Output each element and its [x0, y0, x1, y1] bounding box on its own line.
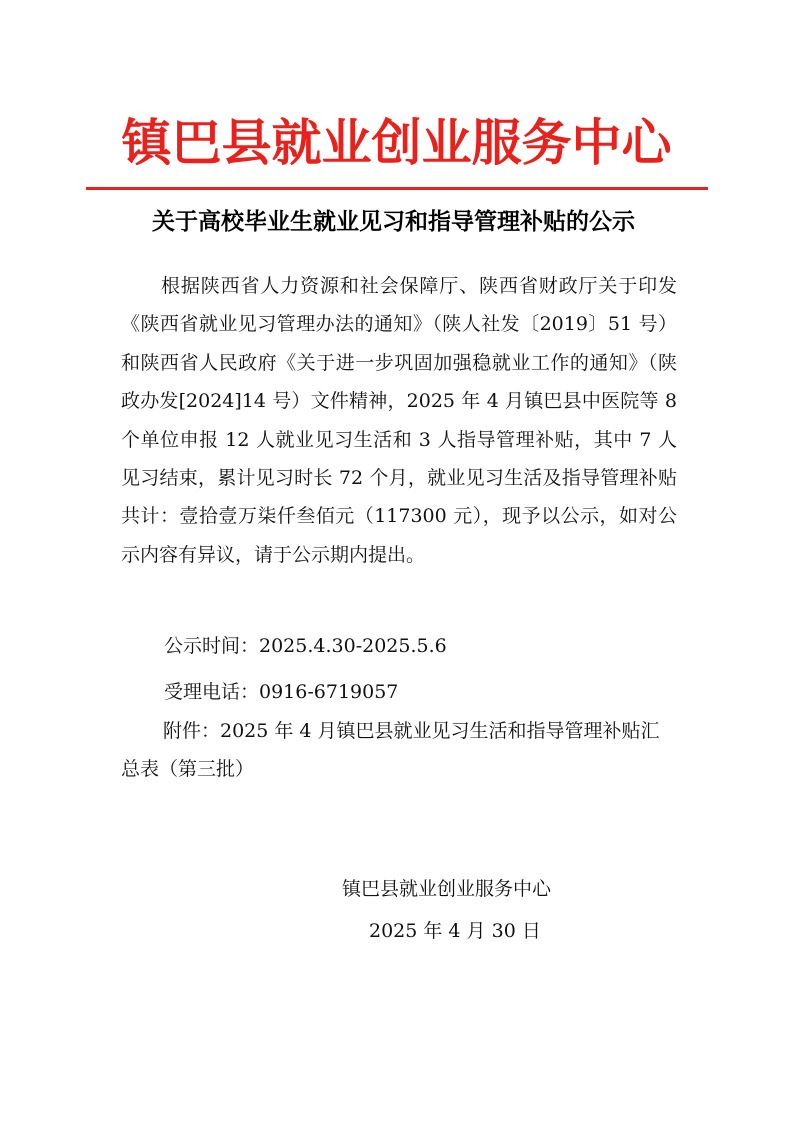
signature-date: 2025 年 4 月 30 日	[369, 920, 541, 942]
notice-body: 根据陕西省人力资源和社会保障厅、陕西省财政厅关于印发《陕西省就业见习管理办法的通知》（陕人社发〔2019〕51 号）和陕西省人民政府《关于进一步巩固加强稳就业工作的通知》（陕政办发[2024]14 号）文件精神，2025 年 4 月镇巴县中医院等 8 个单位申报 12 人就业见习生活和 3 人指导管理补贴，其中 7 人见习结束，累计见习时长 72 个月，就业见习生活及指导管理补贴共计：壹拾壹万柒仟叁佰元（117300 元），现予以公示，如对公示内容有异议，请于公示期内提出。	[121, 275, 677, 566]
notice-title: 关于高校毕业生就业见习和指导管理补贴的公示	[152, 209, 635, 235]
contact-phone: 受理电话：0916-6719057	[164, 681, 399, 703]
attachment-note: 附件：2025 年 4 月镇巴县就业见习生活和指导管理补贴汇总表（第三批）	[121, 720, 660, 780]
publicity-period: 公示时间：2025.4.30-2025.5.6	[164, 635, 447, 657]
header-divider	[86, 187, 708, 190]
signature-issuer: 镇巴县就业创业服务中心	[342, 878, 552, 900]
org-title: 镇巴县就业创业服务中心	[121, 114, 672, 172]
